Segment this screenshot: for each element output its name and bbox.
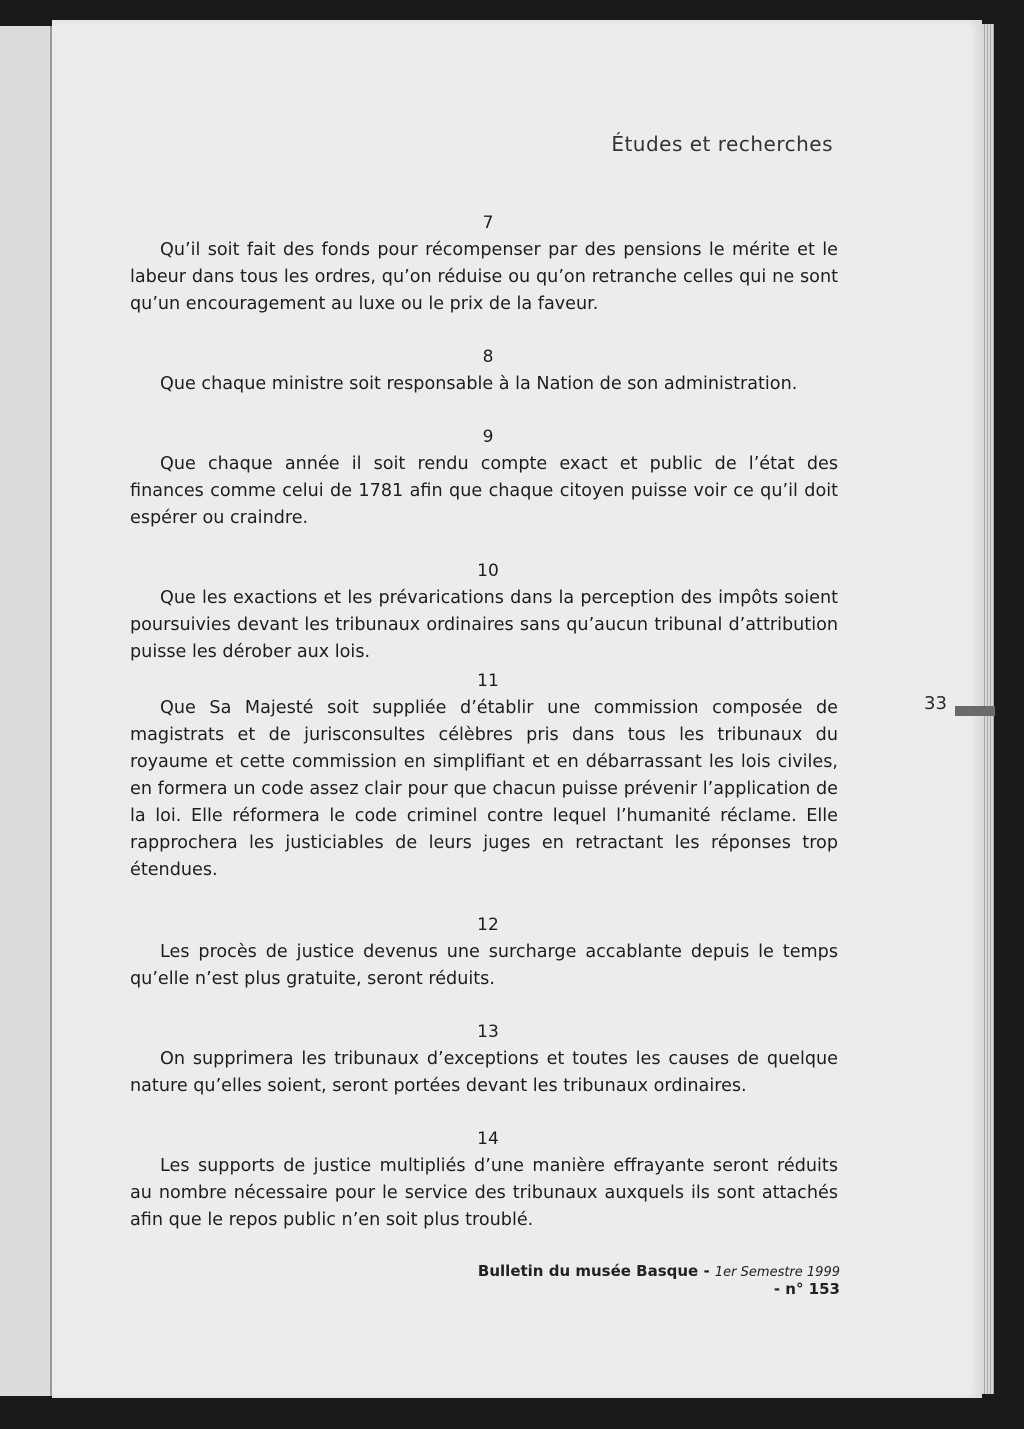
article-text: Que chaque ministre soit responsable à la Nation de son administration.	[160, 374, 798, 394]
page-tab-marker	[955, 706, 995, 716]
footer: Bulletin du musée Basque - 1er Semestre 1999 - n° 153	[477, 1262, 840, 1298]
article-text: Que chaque année il soit rendu compte exact et public de l’état des finances comme celui de 1781 afin que chaque citoyen puisse voir ce qu’il doit espérer ou craindre.	[130, 454, 838, 528]
article-text: Les supports de justice multipliés d’une manière effrayante seront réduits au nombre nécessaire pour le service des tribunaux auxquels ils sont attachés afin que le repos public n’en soit plus troublé.	[130, 1156, 838, 1230]
article-text: Les procès de justice devenus une surcharge accablante depuis le temps qu’elle n’est plus gratuite, seront réduits.	[130, 942, 838, 989]
article-number: 10	[477, 561, 499, 581]
article-number: 9	[482, 427, 494, 447]
footer-issue: n° 153	[785, 1280, 840, 1298]
article-number: 13	[477, 1022, 499, 1042]
page-number: 33	[924, 693, 947, 714]
article-text: Qu’il soit fait des fonds pour récompenser par des pensions le mérite et le labeur dans tous les ordres, qu’on réduise ou qu’on retranche celles qui ne sont qu’un encouragement au luxe ou le prix de la faveur.	[130, 240, 838, 314]
article-text: Que les exactions et les prévarications dans la perception des impôts soient poursuivies devant les tribunaux ordinaires sans qu’aucun tribunal d’attribution puisse les dérober aux lois.	[130, 588, 838, 662]
article-text: Que Sa Majesté soit suppliée d’établir une commission composée de magistrats et de jurisconsultes célèbres pris dans tous les tribunaux du royaume et cette commission en simplifiant et en débarrassant les lois civiles, en formera un code assez clair pour que chacun puisse prévenir l’application de la loi. Elle réformera le code criminel contre lequel l’humanité réclame. Elle rapprochera les justiciables de leurs juges en retractant les réponses trop étendues.	[130, 698, 838, 880]
article-number: 11	[477, 671, 499, 691]
article-number: 14	[477, 1129, 499, 1149]
article-text: On supprimera les tribunaux d’exceptions et toutes les causes de quelque nature qu’elles soient, seront portées devant les tribunaux ordinaires.	[130, 1049, 838, 1096]
article-number: 12	[477, 915, 499, 935]
footer-bulletin: Bulletin du musée Basque	[477, 1262, 699, 1280]
article-number: 8	[482, 347, 494, 367]
article-list	[130, 210, 838, 1234]
footer-semester: 1er Semestre 1999	[714, 1265, 840, 1280]
running-header: Études et recherches	[611, 132, 833, 156]
article-number: 7	[482, 213, 494, 233]
facing-page-edge	[0, 26, 52, 1396]
